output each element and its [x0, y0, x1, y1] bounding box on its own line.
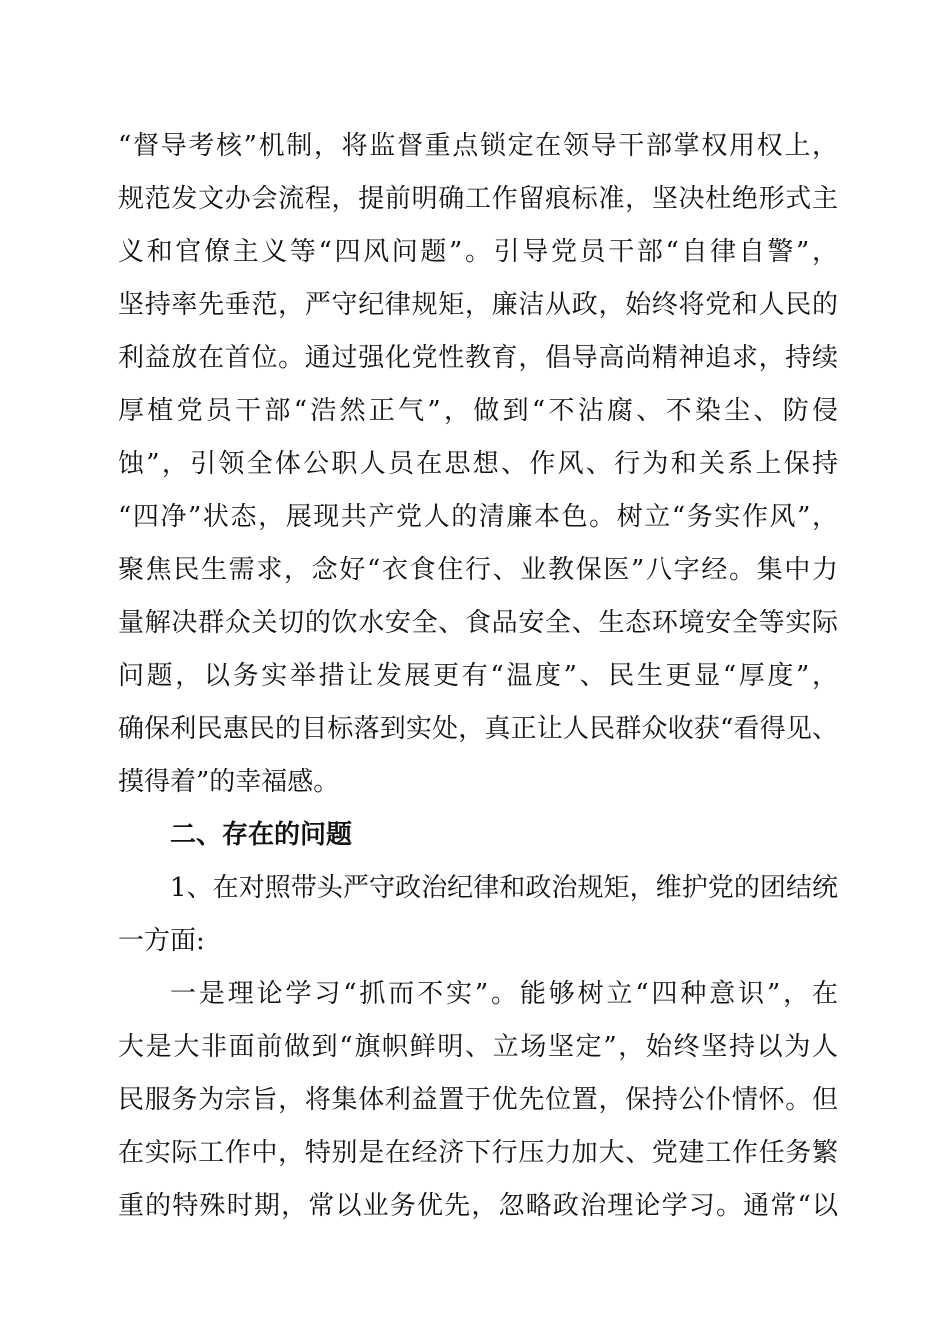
- text-line: 民服务为宗旨，将集体利益置于优先位置，保持公仆情怀。但: [118, 1085, 838, 1115]
- text-line: 问题，以务实举措让发展更有“温度”、民生更显“厚度”，: [118, 661, 838, 691]
- text-line: 在实际工作中，特别是在经济下行压力加大、党建工作任务繁: [118, 1138, 838, 1168]
- text-line: 坚持率先垂范，严守纪律规矩，廉洁从政，始终将党和人民的: [118, 290, 838, 320]
- text-line: 1、在对照带头严守政治纪律和政治规矩，维护党的团结统: [170, 873, 838, 903]
- text-line: 规范发文办会流程，提前明确工作留痕标准，坚决杜绝形式主: [118, 184, 838, 214]
- text-line: 重的特殊时期，常以业务优先，忽略政治理论学习。通常“以: [118, 1191, 838, 1221]
- text-line: “督导考核”机制，将监督重点锁定在领导干部掌权用权上，: [118, 131, 838, 161]
- paragraph-continued: [118, 120, 838, 809]
- text-line: “四净”状态，展现共产党人的清廉本色。树立“务实作风”，: [118, 502, 838, 532]
- text-line: 厚植党员干部“浩然正气”，做到“不沾腐、不染尘、防侵: [118, 396, 838, 426]
- text-line: 量解决群众关切的饮水安全、食品安全、生态环境安全等实际: [118, 608, 838, 638]
- text-line: 确保利民惠民的目标落到实处，真正让人民群众收获“看得见、: [118, 714, 838, 744]
- text-line: 大是大非面前做到“旗帜鲜明、立场坚定”，始终坚持以为人: [118, 1032, 838, 1062]
- text-line: 义和官僚主义等“四风问题”。引导党员干部“自律自警”，: [118, 237, 838, 267]
- section-heading: 二、存在的问题: [170, 820, 353, 850]
- text-line: 聚焦民生需求，念好“衣食住行、业教保医”八字经。集中力: [118, 555, 838, 585]
- text-line: 一是理论学习“抓而不实”。能够树立“四种意识”，在: [170, 979, 838, 1009]
- paragraph: [118, 968, 838, 1233]
- text-line: 蚀”，引领全体公职人员在思想、作风、行为和关系上保持: [118, 449, 838, 479]
- numbered-item: [118, 862, 838, 968]
- text-line: 一方面:: [118, 926, 205, 956]
- document-body: [118, 120, 838, 1233]
- text-line: 利益放在首位。通过强化党性教育，倡导高尚精神追求，持续: [118, 343, 838, 373]
- text-line: 摸得着”的幸福感。: [118, 767, 340, 797]
